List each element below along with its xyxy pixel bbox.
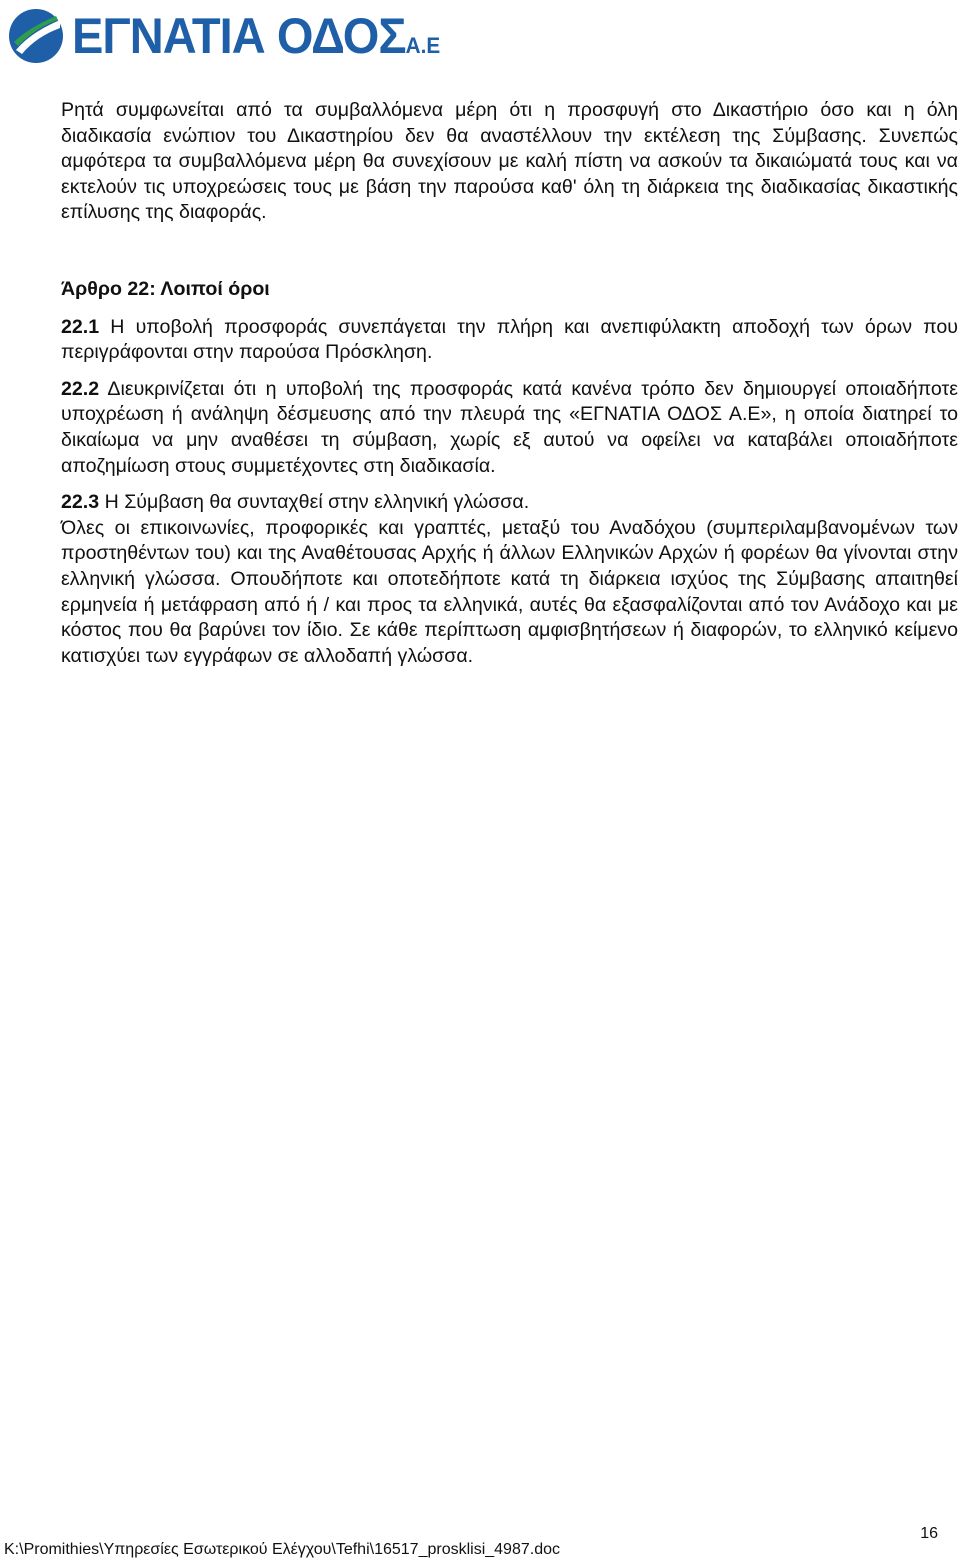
clause-number: 22.1 [61, 315, 100, 338]
clause-number: 22.2 [61, 377, 100, 400]
logo-emblem-icon [6, 6, 66, 66]
clause-text: Διευκρινίζεται ότι η υποβολή της προσφοράς κατά κανένα τρόπο δεν δημιουργεί οποιαδήποτε υποχρέωση ή ανάληψη δέσμευσης από την πλευρά της «ΕΓΝΑΤΙΑ ΟΔΟΣ Α.Ε», η οποία διατηρεί το δικαίωμα να μην αναθέσει τη σύμβαση, χωρίς εξ αυτού να οφείλει να καταβάλει οποιαδήποτε αποζημίωση στους συμμετέχοντες στη διαδικασία. [61, 377, 958, 477]
page-number: 16 [920, 1525, 938, 1542]
logo-text: ΕΓΝΑΤΙΑ ΟΔΟΣ [72, 8, 406, 64]
intro-paragraph: Ρητά συμφωνείται από τα συμβαλλόμενα μέρη ότι η προσφυγή στο Δικαστήριο όσο και η όλη διαδικασία ενώπιον του Δικαστηρίου δεν θα αναστέλλουν την εκτέλεση της Σύμβασης. Συνεπώς αμφότερα τα συμβαλλόμενα μέρη θα συνεχίσουν με καλή πίστη να ασκούν τα δικαιώματά τους και να εκτελούν τις υποχρεώσεις τους με βάση την παρούσα καθ' όλη τη διάρκεια της διαδικασίας δικαστικής επίλυσης της διαφοράς. [61, 99, 958, 224]
clause-text: Η Σύμβαση θα συνταχθεί στην ελληνική γλώσσα. [104, 491, 530, 514]
logo-suffix: Α.Ε [405, 33, 441, 58]
logo-wordmark [72, 8, 441, 64]
clause-22-2 [61, 377, 958, 479]
clause-22-1 [61, 315, 958, 366]
document-body [61, 98, 958, 669]
file-path: K:\Promithies\Υπηρεσίες Εσωτερικού Ελέγχου\Tefhi\16517_prosklisi_4987.doc [4, 1541, 560, 1558]
company-logo [6, 4, 466, 68]
clause-number: 22.3 [61, 491, 100, 514]
closing-paragraph: Όλες οι επικοινωνίες, προφορικές και γραπτές, μεταξύ του Αναδόχου (συμπεριλαμβανομένων των προστηθέντων του) και της Αναθέτουσας Αρχής ή άλλων Ελληνικών Αρχών ή φορέων θα γίνονται στην ελληνική γλώσσα. Οπουδήποτε και οποτεδήποτε κατά τη διάρκεια ισχύος της Σύμβασης απαιτηθεί ερμηνεία ή μετάφραση από ή / και προς τα ελληνικά, αυτές θα εξασφαλίζονται από τον Ανάδοχο και με κόστος που θα βαρύνει τον ίδιο. Σε κάθε περίπτωση αμφισβητήσεων ή διαφορών, το ελληνικό κείμενο κατισχύει των εγγράφων σε αλλοδαπή γλώσσα. [61, 516, 958, 667]
clause-22-3 [61, 490, 958, 516]
article-heading: Άρθρο 22: Λοιποί όροι [61, 277, 270, 300]
clause-text: Η υποβολή προσφοράς συνεπάγεται την πλήρη και ανεπιφύλακτη αποδοχή των όρων που περιγράφονται στην παρούσα Πρόσκληση. [61, 315, 958, 364]
